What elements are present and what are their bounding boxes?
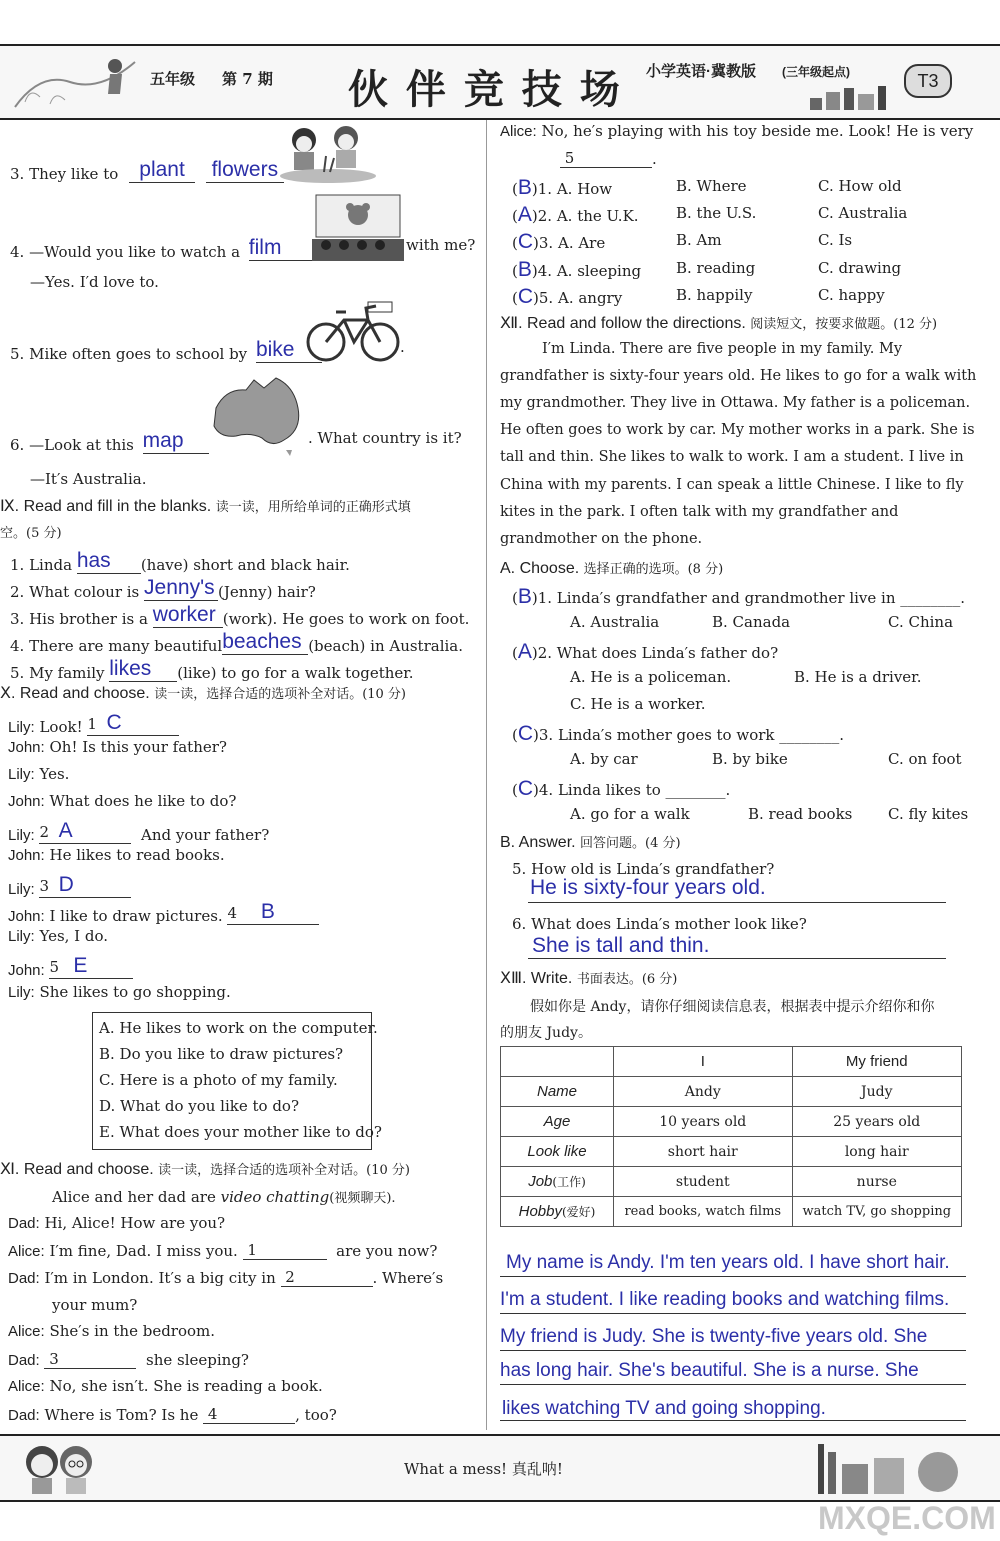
essay-line: My name is Andy. I'm ten years old. I have short hair. — [506, 1252, 950, 1273]
fill-item-4: 4. There are many beautifulbeaches (beach) in Australia. — [10, 630, 464, 655]
answer-map: map — [142, 429, 184, 452]
australia-map-icon — [206, 374, 306, 460]
passage-line: grandmother on the phone. — [500, 531, 703, 547]
issue-label: 第 7 期 — [222, 70, 273, 88]
part-b-title: B. Answer. 回答问题。(4 分) — [500, 834, 681, 851]
kids-cartoon-icon — [20, 1440, 100, 1496]
passage-line: He often goes to work by car. My mother works in a park. She is — [500, 422, 975, 438]
dialog-line: Lily: She likes to go shopping. — [8, 983, 231, 1001]
dialog-line: Lily: Look! 1 C — [8, 711, 179, 736]
choice-row-4: (B)4. A. sleeping — [512, 258, 642, 281]
section-10-title: Ⅹ. Read and choose. 读一读，选择合适的选项补全对话。(10 分) — [0, 685, 407, 702]
page-number-badge: T3 — [904, 64, 952, 98]
fill-item-2: 2. What colour is Jenny's (Jenny) hair? — [10, 576, 316, 601]
dialog-line: Alice: She′s in the bedroom. — [8, 1322, 216, 1340]
read-question-2: (A)2. What does Linda′s father do? — [512, 640, 779, 663]
bicycle-icon — [306, 300, 400, 364]
dialog-line: Alice: I′m fine, Dad. I miss you. 1 are you now? — [8, 1241, 438, 1260]
passage-line: I′m Linda. There are five people in my family. My — [542, 341, 903, 357]
dialog-line: Dad: Hi, Alice! How are you? — [8, 1214, 226, 1232]
table-row: Name Andy Judy — [501, 1077, 962, 1107]
subject-note: (三年级起点) — [782, 65, 850, 79]
section-13-title: ⅩⅢ. Write. 书面表达。(6 分) — [500, 970, 678, 987]
section-11-title: Ⅺ. Read and choose. 读一读，选择合适的选项补全对话。(10 分) — [0, 1161, 410, 1178]
read-question-4: (C)4. Linda likes to ________. — [512, 777, 731, 800]
question-5: 5. Mike often goes to school by bike — [10, 338, 322, 363]
page-footer — [0, 1434, 1000, 1502]
essay-line: My friend is Judy. She is twenty-five years old. She — [500, 1326, 928, 1347]
essay-line: has long hair. She's beautiful. She is a nurse. She — [500, 1360, 919, 1381]
passage-line: China with my parents. I can speak a little Chinese. I like to fly — [500, 477, 964, 493]
section-9-title: Ⅸ. Read and fill in the blanks. 读一读，用所给单词的正确形式填 — [0, 498, 411, 515]
passage-line: my grandmother. They live in Ottawa. My father is a policeman. — [500, 395, 971, 411]
column-divider — [486, 120, 487, 1430]
choice-row-3: (C)3. A. Are — [512, 230, 606, 253]
table-row: Age 10 years old 25 years old — [501, 1107, 962, 1137]
page-header — [0, 44, 1000, 120]
answer-5: He is sixty-four years old. — [530, 876, 766, 899]
table-row: Look like short hair long hair — [501, 1137, 962, 1167]
dialog-line: Dad: 3 she sleeping? — [8, 1350, 249, 1369]
dialog-line: Alice: No, she isn′t. She is reading a book. — [8, 1377, 323, 1395]
dialog-line: Lily: 3 D — [8, 873, 131, 898]
footer-text: What a mess! 真乱呐! — [404, 1460, 563, 1478]
passage-line: grandfather is sixty-four years old. He likes to go for a walk with — [500, 368, 977, 384]
alice-line: Alice: No, he′s playing with his toy beside me. Look! He is very — [500, 122, 974, 140]
dialog-line: Lily: Yes, I do. — [8, 927, 109, 945]
fill-item-1: 1. Linda has (have) short and black hair. — [10, 549, 350, 574]
bookshelf-icon — [806, 82, 898, 112]
grade-label: 五年级 — [150, 70, 196, 88]
passage-line: kites in the park. I often talk with my grandfather and — [500, 504, 899, 520]
table-row: Job(工作) student nurse — [501, 1167, 962, 1197]
dialog-line: Dad: Where is Tom? Is he 4 , too? — [8, 1405, 337, 1424]
dialog-line: Lily: Yes. — [8, 765, 70, 783]
header-decoration-icon — [10, 52, 140, 112]
options-box: A. He likes to work on the computer. B. Do you like to draw pictures? C. Here is a photo of my family. D. What do you like to do? E. What does your mother like to do? — [92, 1012, 372, 1150]
answer-6: She is tall and thin. — [532, 934, 710, 957]
section-11-intro: Alice and her dad are video chatting(视频聊天). — [52, 1188, 396, 1206]
dialog-line: John: I like to draw pictures. 4 B — [8, 900, 319, 925]
read-question-3: (C)3. Linda′s mother goes to work ________. — [512, 722, 845, 745]
fill-item-3: 3. His brother is a worker (work). He goes to work on foot. — [10, 603, 470, 628]
desk-items-icon — [812, 1438, 962, 1496]
dialog-line: your mum? — [52, 1296, 138, 1314]
answer-plant: plant — [139, 158, 185, 181]
watermark: MXQE.COM — [818, 1500, 996, 1536]
dialog-line: John: 5 E — [8, 954, 133, 979]
answer-flowers: flowers — [211, 158, 279, 181]
answer-bike: bike — [255, 338, 295, 361]
choice-row-2: (A)2. A. the U.K. — [512, 203, 639, 226]
question-3: 3. They like to plant flowers — [10, 158, 289, 183]
dialog-line: Dad: I′m in London. It′s a big city in 2 . Where′s — [8, 1268, 444, 1287]
page-title: 伙 伴 竞 技 场 — [348, 66, 622, 113]
cinema-screen-icon — [312, 193, 404, 263]
info-table: I My friend Name Andy Judy Age 10 years old 25 years old Look like short hair long hair Job(工作) student nurse Hobby(爱好) read books, watch films watch TV, go shopping — [500, 1046, 962, 1227]
choice-row-1: (B)1. A. How — [512, 176, 613, 199]
dialog-line: John: Oh! Is this your father? — [8, 738, 227, 756]
part-a-title: A. Choose. 选择正确的选项。(8 分) — [500, 560, 724, 577]
subject-label: 小学英语·冀教版 — [646, 63, 756, 80]
fill-item-5: 5. My family likes (like) to go for a walk together. — [10, 657, 414, 682]
section-12-title: Ⅻ. Read and follow the directions. 阅读短文，按要求做题。(12 分) — [500, 315, 938, 332]
answer-film: film — [248, 236, 282, 259]
kids-planting-icon — [276, 124, 382, 184]
read-question-1: (B)1. Linda′s grandfather and grandmother live in ________. — [512, 585, 966, 608]
dialog-line: John: He likes to read books. — [8, 846, 225, 864]
dialog-line: John: What does he like to do? — [8, 792, 237, 810]
choice-row-5: (C)5. A. angry — [512, 285, 623, 308]
question-4: 4. —Would you like to watch a film — [10, 236, 313, 261]
essay-line: likes watching TV and going shopping. — [502, 1398, 826, 1419]
dialog-line: Lily: 2 A And your father? — [8, 819, 270, 844]
essay-line: I'm a student. I like reading books and watching films. — [500, 1289, 950, 1310]
passage-line: tall and thin. She likes to walk to work. I am a student. I live in — [500, 449, 964, 465]
table-row: Hobby(爱好) read books, watch films watch TV, go shopping — [501, 1197, 962, 1227]
question-6: 6. —Look at this map — [10, 429, 209, 454]
